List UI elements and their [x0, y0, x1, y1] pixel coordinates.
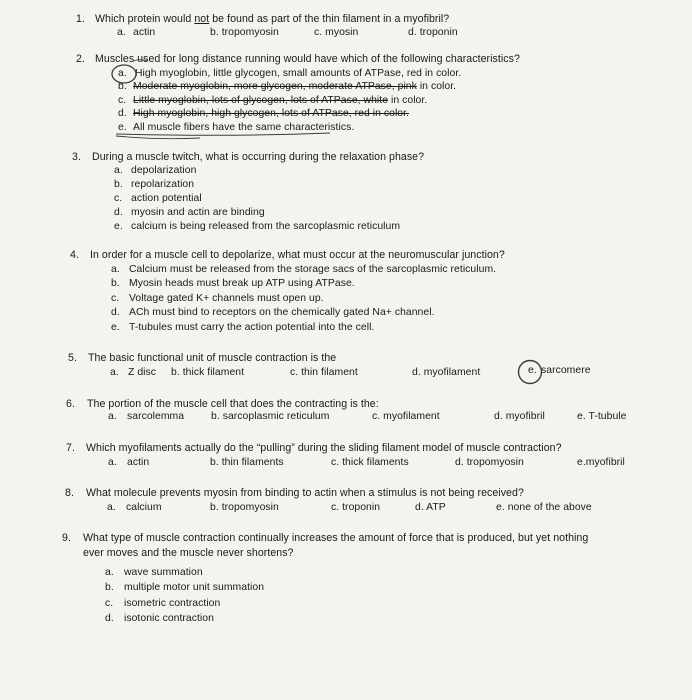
q9-option-d-letter[interactable]: d. [105, 613, 114, 624]
question-7-text: Which myofilaments actually do the “pulling” during the sliding filament model of muscle contraction? [86, 442, 562, 454]
q4-option-a[interactable]: Calcium must be released from the storage sacs of the sarcoplasmic reticulum. [129, 264, 497, 275]
q9-option-b[interactable]: multiple motor unit summation [124, 582, 265, 593]
q8-option-d[interactable]: d. ATP [415, 502, 446, 513]
q7-option-c[interactable]: c. thick filaments [331, 457, 409, 468]
q4-option-b-letter[interactable]: b. [111, 278, 120, 289]
q7-option-b[interactable]: b. thin filaments [210, 457, 284, 468]
q3-option-d[interactable]: myosin and actin are binding [131, 207, 265, 218]
q2-option-c-letter[interactable]: c. [118, 95, 127, 106]
question-6-number: 6. [66, 398, 75, 410]
question-3-text: During a muscle twitch, what is occurring during the relaxation phase? [92, 151, 425, 163]
q3-option-c[interactable]: action potential [131, 193, 202, 204]
q2-option-b[interactable]: Moderate myoglobin, more glycogen, moderate ATPase, pink in color. [133, 81, 457, 92]
q3-option-b[interactable]: repolarization [131, 179, 195, 190]
question-2-number: 2. [76, 53, 85, 65]
q1-option-a[interactable]: actin [133, 27, 156, 38]
question-3-number: 3. [72, 151, 81, 163]
q8-option-c[interactable]: c. troponin [331, 502, 381, 513]
q5-option-a[interactable]: Z disc [128, 367, 157, 378]
q4-option-a-letter[interactable]: a. [111, 264, 120, 275]
q5-option-a-letter[interactable]: a. [110, 367, 119, 378]
question-2-text: Muscles used for long distance running would have which of the following characteristics? [95, 53, 520, 65]
q2-option-e-letter[interactable]: e. [118, 122, 127, 133]
q3-option-b-letter[interactable]: b. [114, 179, 123, 190]
q4-option-d-letter[interactable]: d. [111, 307, 120, 318]
q4-option-e[interactable]: T-tubules must carry the action potential into the cell. [129, 322, 375, 333]
q4-option-c[interactable]: Voltage gated K+ channels must open up. [129, 293, 324, 304]
question-5-number: 5. [68, 352, 77, 364]
q4-option-e-letter[interactable]: e. [111, 322, 120, 333]
q4-option-c-letter[interactable]: c. [111, 293, 120, 304]
question-7-number: 7. [66, 442, 75, 454]
q2-option-d[interactable]: High myoglobin, high glycogen, lots of ATPase, red in color. [133, 108, 410, 119]
question-6-text: The portion of the muscle cell that does the contracting is the: [87, 398, 379, 410]
q7-option-a-letter[interactable]: a. [108, 457, 117, 468]
q1-option-c[interactable]: c. myosin [314, 27, 359, 38]
q9-option-c[interactable]: isometric contraction [124, 598, 221, 609]
q7-option-e[interactable]: e.myofibril [577, 457, 625, 468]
q8-option-e[interactable]: e. none of the above [496, 502, 592, 513]
q9-option-d[interactable]: isotonic contraction [124, 613, 214, 624]
q6-option-d[interactable]: d. myofibril [494, 411, 545, 422]
question-4-number: 4. [70, 249, 79, 261]
question-9-text-line2: ever moves and the muscle never shortens? [83, 547, 294, 559]
q2-option-e[interactable]: All muscle fibers have the same characteristics. [133, 122, 355, 133]
q7-option-a[interactable]: actin [127, 457, 150, 468]
q1-option-b[interactable]: b. tropomyosin [210, 27, 279, 38]
q3-option-a[interactable]: depolarization [131, 165, 197, 176]
q9-option-c-letter[interactable]: c. [105, 598, 114, 609]
q4-option-d[interactable]: ACh must bind to receptors on the chemically gated Na+ channel. [129, 307, 435, 318]
q2-option-a-letter[interactable]: a. [118, 68, 127, 79]
q6-option-a[interactable]: sarcolemma [127, 411, 185, 422]
q2-option-a[interactable]: High myoglobin, little glycogen, small amounts of ATPase, red in color. [135, 68, 462, 79]
q9-option-a[interactable]: wave summation [124, 567, 203, 578]
q6-option-e[interactable]: e. T-tubule [577, 411, 627, 422]
question-5-text: The basic functional unit of muscle contraction is the [88, 352, 337, 364]
q2-option-c[interactable]: Little myoglobin, lots of glycogen, lots of ATPase, white in color. [133, 95, 428, 106]
q5-option-e[interactable]: sarcomere [541, 365, 591, 376]
q2-option-d-letter[interactable]: d. [118, 108, 127, 119]
q9-option-a-letter[interactable]: a. [105, 567, 114, 578]
emphasis-not: not [194, 13, 210, 25]
question-9-number: 9. [62, 532, 71, 544]
q5-option-d[interactable]: d. myofilament [412, 367, 481, 378]
question-4-text: In order for a muscle cell to depolarize, what must occur at the neuromuscular junction? [90, 249, 505, 261]
question-8-text: What molecule prevents myosin from binding to actin when a stimulus is not being received? [86, 487, 524, 499]
question-9-text-line1: What type of muscle contraction continually increases the amount of force that is produced, but yet nothing [83, 532, 589, 544]
question-8-number: 8. [65, 487, 74, 499]
q6-option-b[interactable]: b. sarcoplasmic reticulum [211, 411, 330, 422]
question-1-text: Which protein would not be found as part of the thin filament in a myofibril? [95, 13, 450, 25]
q4-option-b[interactable]: Myosin heads must break up ATP using ATPase. [129, 278, 355, 289]
q9-option-b-letter[interactable]: b. [105, 582, 114, 593]
q8-option-a-letter[interactable]: a. [107, 502, 116, 513]
q8-option-b[interactable]: b. tropomyosin [210, 502, 279, 513]
q3-option-e-letter[interactable]: e. [114, 221, 123, 232]
q5-option-e-letter[interactable]: e. [528, 365, 537, 376]
q2-e-underline-2 [116, 136, 200, 139]
q3-option-d-letter[interactable]: d. [114, 207, 123, 218]
q5-option-b[interactable]: b. thick filament [171, 367, 245, 378]
q2-option-b-letter[interactable]: b. [118, 81, 127, 92]
q1-option-a-letter[interactable]: a. [117, 27, 126, 38]
q1-option-d[interactable]: d. troponin [408, 27, 458, 38]
q6-option-a-letter[interactable]: a. [108, 411, 117, 422]
q6-option-c[interactable]: c. myofilament [372, 411, 440, 422]
q8-option-a[interactable]: calcium [126, 502, 162, 513]
question-1-number: 1. [76, 13, 85, 25]
q3-option-e[interactable]: calcium is being released from the sarcoplasmic reticulum [131, 221, 401, 232]
q3-option-c-letter[interactable]: c. [114, 193, 123, 204]
q3-option-a-letter[interactable]: a. [114, 165, 123, 176]
q7-option-d[interactable]: d. tropomyosin [455, 457, 524, 468]
q5-option-c[interactable]: c. thin filament [290, 367, 358, 378]
